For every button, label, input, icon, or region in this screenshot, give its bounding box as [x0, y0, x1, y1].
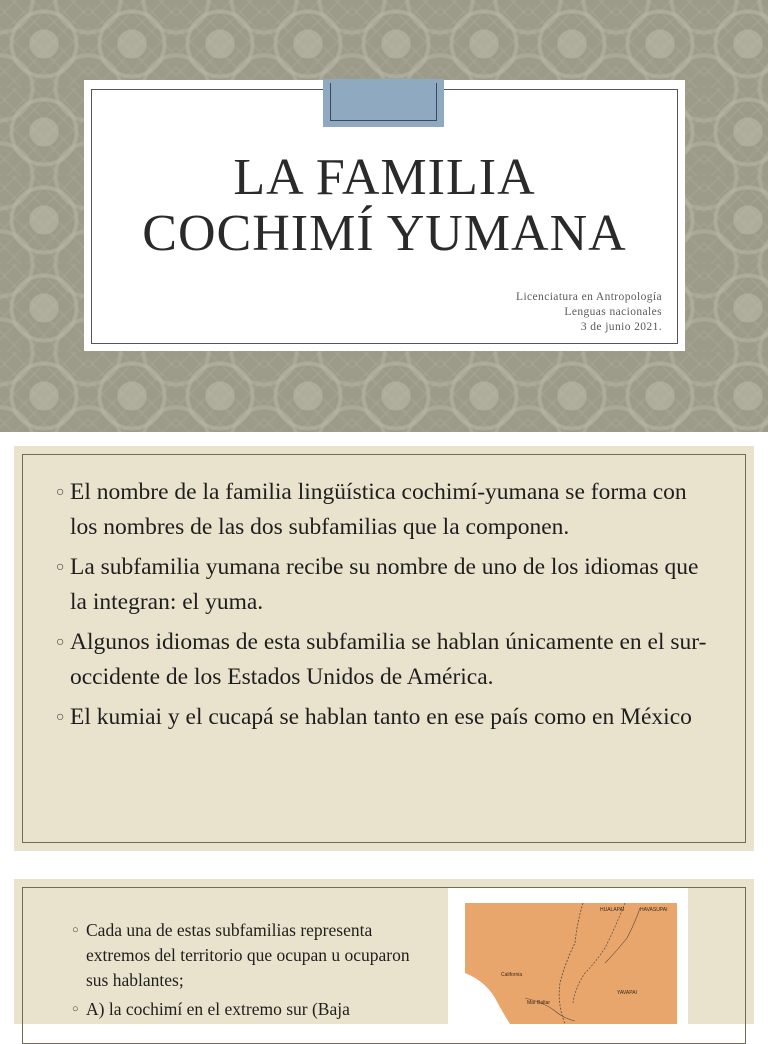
list-item	[56, 625, 716, 695]
subtitle-course: Lenguas nacionales	[564, 306, 662, 318]
bullet-circle-icon: ○	[56, 635, 65, 650]
map-label: HAVASUPAI	[640, 907, 668, 913]
map-label: California	[501, 972, 523, 978]
list-item	[56, 550, 716, 620]
bullet-circle-icon: ○	[56, 560, 65, 575]
bullet-text: A) la cochimí en el extremo sur (Baja	[86, 999, 350, 1019]
map-label: Mar Baltar	[527, 1000, 551, 1006]
region-map-svg	[465, 903, 677, 1024]
slide-title-line1: LA FAMILIA	[233, 149, 536, 206]
map-label: YAVAPAI	[617, 990, 637, 996]
list-item	[56, 700, 716, 735]
bullet-text: Cada una de estas subfamilias representa extremos del territorio que ocupan u ocuparon sus hablantes;	[86, 920, 410, 990]
list-item	[72, 918, 432, 993]
map-ocean	[465, 973, 510, 1024]
map-border-line	[559, 903, 583, 1024]
bullet-list	[72, 918, 432, 1026]
bullet-circle-icon: ○	[56, 710, 65, 725]
slide-title	[84, 150, 685, 262]
title-tab-border	[330, 83, 437, 121]
bullet-text: Algunos idiomas de esta subfamilia se hablan únicamente en el sur-occidente de los Estados Unidos de América.	[70, 629, 707, 690]
bullet-list	[56, 475, 716, 740]
title-tab-accent	[323, 79, 444, 127]
bullet-text: El kumiai y el cucapá se hablan tanto en ese país como en México	[70, 704, 692, 730]
map-border-line	[573, 903, 625, 1003]
map-label: HUALAPAI	[600, 907, 625, 913]
list-item	[56, 475, 716, 545]
list-item	[72, 997, 432, 1022]
subtitle-program: Licenciatura en Antropología	[516, 291, 662, 303]
region-map-image	[465, 903, 677, 1024]
bullet-circle-icon: ○	[72, 1003, 79, 1015]
slide-subtitle	[516, 290, 662, 335]
bullet-circle-icon: ○	[72, 924, 79, 936]
map-river-line	[605, 908, 640, 963]
bullet-circle-icon: ○	[56, 485, 65, 500]
slide-title-line2: COCHIMÍ YUMANA	[142, 205, 627, 262]
subtitle-date: 3 de junio 2021.	[580, 321, 662, 333]
bullet-text: El nombre de la familia lingüística cochimí-yumana se forma con los nombres de las dos subfamilias que la componen.	[70, 479, 687, 540]
bullet-text: La subfamilia yumana recibe su nombre de uno de los idiomas que la integran: el yuma.	[70, 554, 699, 615]
